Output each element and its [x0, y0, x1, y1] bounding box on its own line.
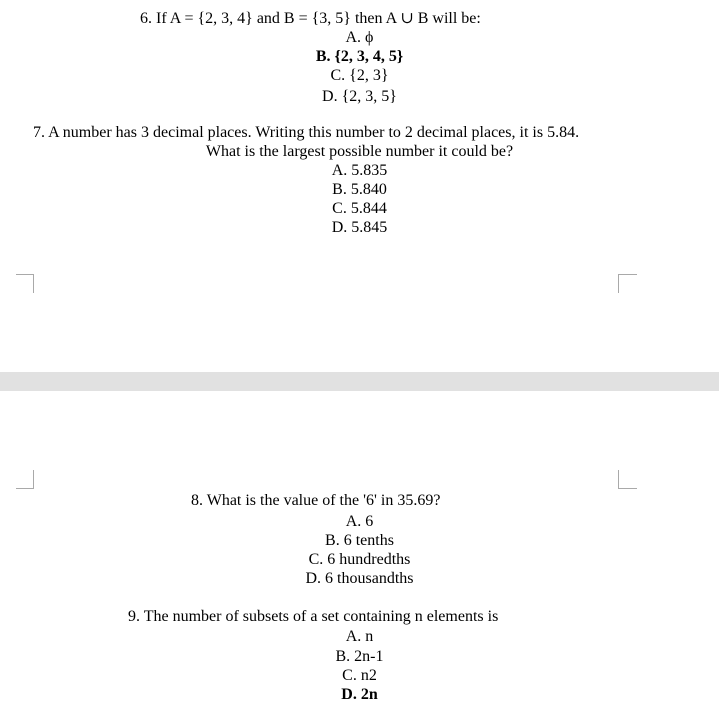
question-7-option-a: A. 5.835 [331, 162, 388, 179]
question-8-option-d: D. 6 thousandths [305, 570, 414, 587]
question-9-option-a: A. n [345, 628, 374, 645]
question-8-option-c: C. 6 hundredths [308, 551, 411, 568]
question-6-option-d: D. {2, 3, 5} [322, 88, 397, 105]
page-corner-mark-bottom-left [16, 274, 34, 293]
page-corner-mark-bottom-right [618, 274, 637, 293]
page-corner-mark-top-left [16, 470, 34, 489]
question-9-option-b: B. 2n-1 [335, 648, 384, 665]
question-6-option-c: C. {2, 3} [330, 67, 389, 84]
document-page-2 [0, 391, 719, 725]
question-8-option-b: B. 6 tenths [325, 532, 394, 549]
question-9-option-c: C. n2 [342, 667, 377, 684]
page-break-gap [0, 372, 719, 391]
page-corner-mark-top-right [618, 470, 637, 489]
question-9-option-d: D. 2n [341, 686, 378, 703]
question-7-stem-line-2: What is the largest possible number it could be? [205, 143, 514, 160]
question-6-stem: 6. If A = {2, 3, 4} and B = {3, 5} then A ∪ B will be: [140, 10, 481, 27]
question-6-option-a: A. ϕ [345, 29, 374, 46]
question-7-stem-line-1: 7. A number has 3 decimal places. Writing this number to 2 decimal places, it is 5.84. [33, 124, 580, 141]
question-7-option-c: C. 5.844 [332, 200, 387, 217]
question-6-option-b: B. {2, 3, 4, 5} [315, 48, 404, 65]
question-8-stem: 8. What is the value of the '6' in 35.69? [191, 492, 441, 509]
question-7-option-b: B. 5.840 [332, 181, 387, 198]
question-9-stem: 9. The number of subsets of a set containing n elements is [128, 608, 499, 625]
question-7-option-d: D. 5.845 [331, 219, 388, 236]
question-8-option-a: A. 6 [345, 513, 374, 530]
